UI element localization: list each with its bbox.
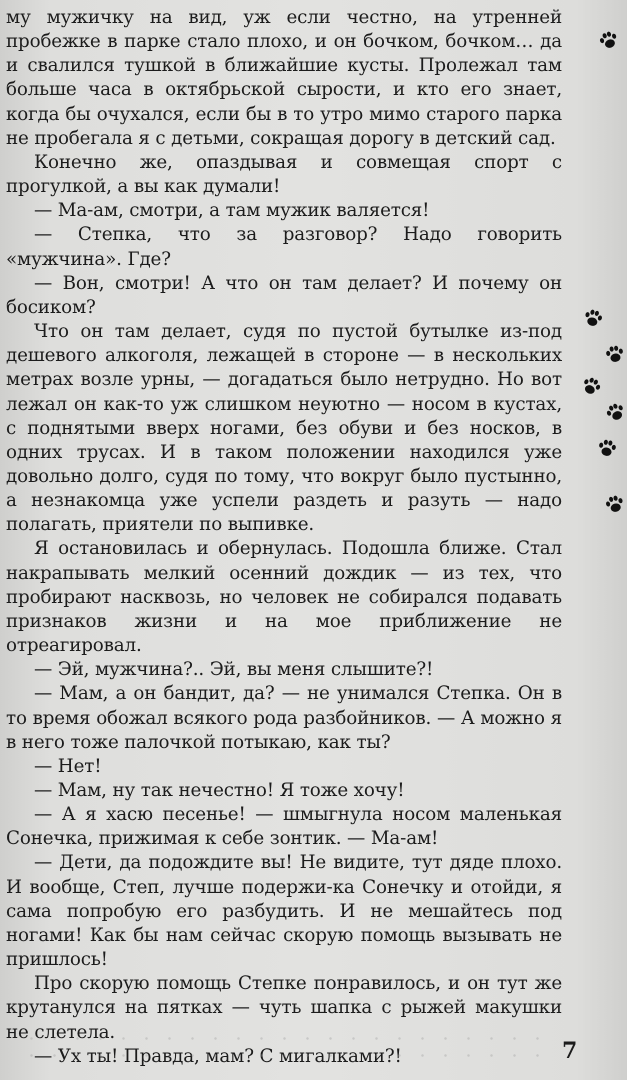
paw-print-icon	[576, 372, 605, 401]
paw-print-icon	[602, 492, 627, 519]
paw-print-icon	[602, 342, 627, 367]
paragraph: Конечно же, опаздывая и совмещая спорт с прогулкой, а вы как думали!	[6, 151, 562, 198]
paw-print-icon	[594, 436, 619, 461]
paragraph: — Нет!	[34, 755, 102, 777]
paragraph: — Степка, что за разговор? Надо говорить «мужчина». Где?	[6, 224, 562, 270]
paw-print-icon	[580, 306, 607, 333]
paragraph: Что он там делает, судя по пустой бутылке из-под дешевого алкоголя, лежащей в стороне — в нескольких метрах возле урны, — догадаться было нетрудно. Но вот лежал он как-то уж слишком неуютно — носом в кустах, с поднятыми вверх ногами, без обуви и без носков, в одних трусах. И в таком положении находился уже довольно долго, судя по тому, что вокруг было пустынно, а незнакомца уже успели раздеть и разуть — надо полагать, приятели по выпивке.	[6, 321, 562, 536]
paragraph: — А я хасю песенье! — шмыгнула носом маленькая Сонечка, прижимая к себе зонтик. — Ма-ам!	[6, 804, 562, 850]
paragraph: — Ма-ам, смотри, а там мужик валяется!	[34, 200, 430, 222]
page-number: 7	[562, 1038, 578, 1064]
decorative-dots	[20, 1030, 540, 1070]
paragraph: — Дети, да подождите вы! Не видите, тут дяде плохо. И вообще, Степ, лучше подержи-ка Сонечку и отойди, я сама попробую его разбудить. И не мешайтесь под ногами! Как бы нам сейчас скорую помощь вызывать не пришлось!	[6, 852, 562, 971]
paragraph: Про скорую помощь Степке понравилось, и он тут же крутанулся на пятках — чуть шапка с рыжей макушки не слетела.	[6, 973, 562, 1043]
paw-print-icon	[601, 398, 627, 427]
paragraph: — Мам, а он бандит, да? — не унимался Степка. Он в то время обожал всякого рода разбойников. — А можно я в него тоже палочкой потыкаю, как ты?	[6, 683, 562, 753]
paragraph: му мужичку на вид, уж если честно, на утренней пробежке в парке стало плохо, и он бочком, бочком… да и свалился тушкой в ближайшие кусты. Пролежал там больше часа в октябрьской сырости, и кто его знает, когда бы очухался, если бы в то утро мимо старого парка не пробегала я с детьми, сокращая дорогу в детский сад.	[6, 7, 562, 149]
paragraph: — Ух ты! Правда, мам? С мигалками?!	[34, 1045, 402, 1067]
paragraph: — Эй, мужчина?.. Эй, вы меня слышите?!	[34, 659, 434, 681]
paw-print-icon	[595, 27, 623, 55]
paragraph: Я остановилась и обернулась. Подошла ближе. Стал накрапывать мелкий осенний дождик — из тех, что пробирают насквозь, но человек не собирался подавать признаков жизни и на мое приближение не отреагировал.	[6, 538, 562, 657]
paragraph: — Вон, смотри! А что он там делает? И почему он босиком?	[6, 272, 562, 318]
paragraph: — Мам, ну так нечестно! Я тоже хочу!	[34, 780, 405, 801]
